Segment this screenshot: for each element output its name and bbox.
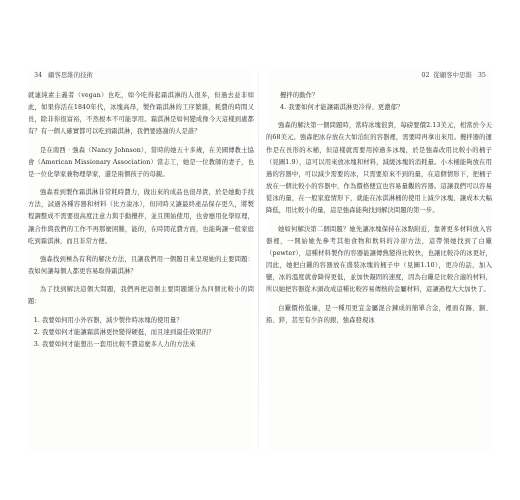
list-item: 3. 我要如何才能想出一套用比較不費這麼多人力的方法來: [42, 339, 254, 351]
right-page-header: [266, 70, 492, 80]
left-page: [28, 70, 254, 450]
list-item: 2. 我要如何才能讓霜淇淋更快變得硬挺，而且達到最佳效果的？: [42, 327, 254, 339]
running-title: 從顧客中思維: [433, 71, 472, 79]
paragraph: 強森找到極為有利的解決方法，且讓我們用一個題目來呈現她的主要問題：我如何讓每個人都更容易取得霜淇淋？: [28, 255, 254, 276]
list-item: 1. 我要如何用小外容器，減少製作時冰塊的使用量？: [42, 315, 254, 327]
left-page-header: [28, 70, 254, 80]
list-item: 4. 我要如何才能讓霜淇淋更冷得、更濃郁？: [280, 104, 404, 112]
paragraph: 她如何解決第二個問題？她先讓冰塊保持在冰點附近，靠著更多材料放入容器裡，一開始她先參考其他食物和飲料的冷卻方法，這帶領她找到了白鑞（pewter），這種材料製作的容器能讓傳熱變得比較快，也讓比較冷的冰更好，因此，她把白鑞的容器放在盛裝冰塊的桶子中（見圖1.10），更冷的話，加入鹽，冰的溫度就會降得更低，並加快凝固的速度，因為白鑞是比較合適的材料，所以她把容器從木頭改成這種比較容易傳熱的金屬材料，這讓過程大大加快了。: [266, 225, 492, 294]
paragraph: 白鑞價格低廉，是一種用更宜金屬混合鍊成的簡單合金，裡面有錫、銅、鉛、鋅，甚至有少許的銀，強森發現冰: [266, 304, 492, 324]
right-page: [266, 70, 492, 450]
question-list: [28, 315, 254, 351]
paragraph: 強森的解決第一個問題時，當時冰塊很貴，每磅要價2.13美元，相當於今天的68美元。強森把冰存放在大如泊紅的容器裡，需要時再拿出來用。攪拌器的運作是在長形的木桶，但這樣就需要用掉過多冰塊，於是強森改用比較小的桶子（見圖1.9），這可以用來放冰塊和材料，減緩冰塊的消耗量。小木桶能夠放在用過的容器中，可以減少需要的冰，只需要原來不到的量，在這個情形下，把桶子放在一個比較小的容器中，作為價格便宜也容易量觀的容器。這讓我們可以容易從冰的量，在一般家庭情形下，就能在冰淇淋桶的使用上減少冰塊，讓成本大幅降低，用比較小的量，這是強森能夠找到解決問題的第一步。: [266, 122, 492, 215]
chapter-number: 02: [421, 71, 430, 79]
paragraph: 是在南西‧強森（Nancy Johnson），當時的她五十多歲，在美國傳教士協會（American Missionary Association）當志工，她是一位教師的妻子，也是一位化學家兼物理學家，還是兩個孩子的母親。: [28, 146, 254, 178]
paragraph: 就連純素主義者（vegan）也吃，如今吃得起霜淇淋的人很多，但過去並非如此，如果你活在1840年代，冰塊高昂，製作霜淇淋的工序繁雜，耗費的時間又長，除非你很富裕，不然根本不可能享用。霜淇淋是如何變成像今天這樣到處都有？有一個人確實都可以吃到霜淇淋，我們要感謝的人是誰？: [28, 92, 254, 136]
paragraph: 攪拌的動作？: [280, 92, 319, 99]
running-title: 顧客思維的技術: [48, 71, 93, 79]
paragraph: 強森看到製作霜淇淋非常耗時費力，做出來的成品也很昂貴，於是她動手找方法，試過各種容器和材料（比方說冰），但同時又讓最終產品保存更久，將製程調整成不需要很高度注意力與手動攪拌，並且開始使用，也會應用化學原理，讓合作與我們的工作不再那麼困難，能的，在時間花費方面，也能夠讓一般家庭吃到霜淇淋，而且非常方便。: [28, 189, 254, 245]
page-number: 35: [477, 71, 486, 79]
paragraph: 為了找到解決這個大問題，我們再把這個主要問題細分為四個比較小的問題：: [28, 286, 254, 306]
left-body-text: [28, 90, 254, 351]
right-body-text: [266, 90, 492, 327]
book-gutter: [258, 70, 259, 450]
page-number: 34: [34, 71, 43, 79]
